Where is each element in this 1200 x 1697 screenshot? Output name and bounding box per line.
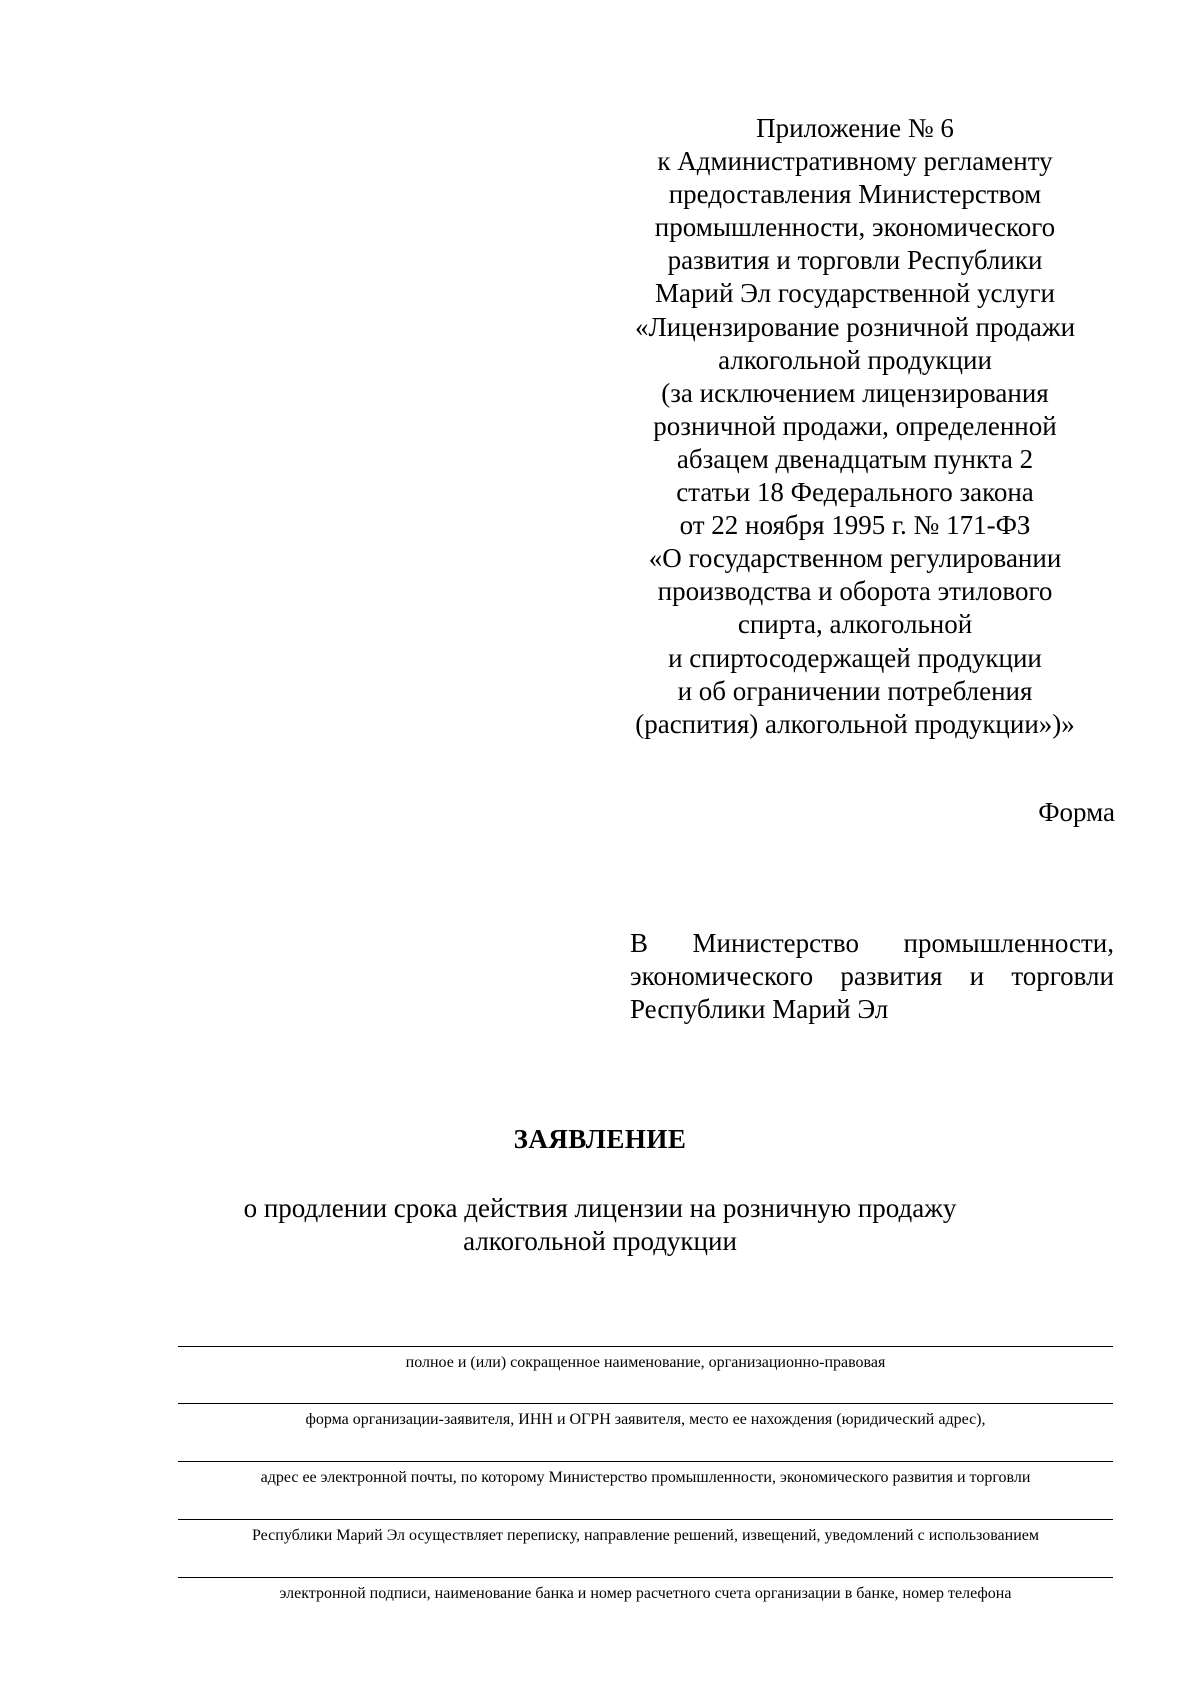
appendix-line: розничной продажи, определенной	[653, 410, 1057, 441]
appendix-line: «Лицензирование розничной продажи	[634, 311, 1076, 342]
applicant-field-2[interactable]	[178, 1403, 1113, 1430]
addressee-word: торговли	[1011, 961, 1114, 991]
applicant-field-1[interactable]	[178, 1346, 1113, 1373]
field-caption: адрес ее электронной почты, по которому Министерство промышленности, экономического развития и торговли	[260, 1469, 1031, 1486]
field-caption: Республики Марий Эл осуществляет переписку, направление решений, извещений, уведомлений с использованием	[251, 1527, 1040, 1544]
addressee-word: развития	[840, 961, 943, 991]
appendix-header	[620, 112, 1090, 741]
form-label: Форма	[1038, 797, 1115, 827]
appendix-line: Марий Эл государственной услуги	[655, 278, 1055, 309]
fill-in-line[interactable]	[178, 1577, 1113, 1578]
fill-in-line[interactable]	[178, 1519, 1113, 1520]
document-subtitle	[0, 1192, 1200, 1258]
applicant-field-5[interactable]	[178, 1577, 1113, 1604]
appendix-line: предоставления Министерством	[668, 179, 1042, 210]
addressee-line-2	[630, 960, 1114, 993]
addressee-line-1	[630, 927, 1114, 960]
appendix-line: и об ограничении потребления	[677, 675, 1033, 706]
appendix-line: производства и оборота этилового	[657, 576, 1053, 607]
appendix-line: от 22 ноября 1995 г. № 171-ФЗ	[679, 510, 1031, 541]
addressee-word: Министерство	[692, 928, 860, 958]
subtitle-line: алкогольной продукции	[463, 1226, 737, 1256]
addressee-word: и	[969, 961, 985, 991]
applicant-field-3[interactable]	[178, 1461, 1113, 1488]
applicant-field-4[interactable]	[178, 1519, 1113, 1546]
appendix-line: статьи 18 Федерального закона	[676, 477, 1034, 508]
appendix-line: алкогольной продукции	[718, 344, 992, 375]
addressee-word: экономического	[630, 961, 814, 991]
addressee-word: В	[630, 928, 649, 958]
appendix-line: и спиртосодержащей продукции	[668, 642, 1042, 673]
appendix-line: «О государственном регулировании	[648, 543, 1062, 574]
appendix-line: к Административному регламенту	[657, 146, 1053, 177]
addressee-block	[630, 927, 1114, 1026]
appendix-line: абзацем двенадцатым пункта 2	[676, 443, 1034, 474]
appendix-line: промышленности, экономического	[654, 212, 1056, 243]
addressee-word: промышленности,	[903, 928, 1114, 958]
appendix-line: развития и торговли Республики	[667, 245, 1043, 276]
appendix-line: (распития) алкогольной продукции»)»	[635, 708, 1075, 739]
document-title: ЗАЯВЛЕНИЕ	[513, 1124, 687, 1154]
fill-in-line[interactable]	[178, 1346, 1113, 1347]
fill-in-line[interactable]	[178, 1461, 1113, 1462]
addressee-line-3: Республики Марий Эл	[630, 994, 889, 1024]
appendix-line: спирта, алкогольной	[737, 609, 973, 640]
subtitle-line: о продлении срока действия лицензии на розничную продажу	[243, 1193, 957, 1223]
field-caption: форма организации-заявителя, ИНН и ОГРН заявителя, место ее нахождения (юридический адрес),	[305, 1411, 986, 1428]
field-caption: электронной подписи, наименование банка и номер расчетного счета организации в банке, номер телефона	[279, 1585, 1012, 1602]
appendix-line: Приложение № 6	[756, 113, 954, 143]
fill-in-line[interactable]	[178, 1403, 1113, 1404]
appendix-line: (за исключением лицензирования	[661, 377, 1049, 408]
field-caption: полное и (или) сокращенное наименование, организационно-правовая	[405, 1354, 886, 1371]
